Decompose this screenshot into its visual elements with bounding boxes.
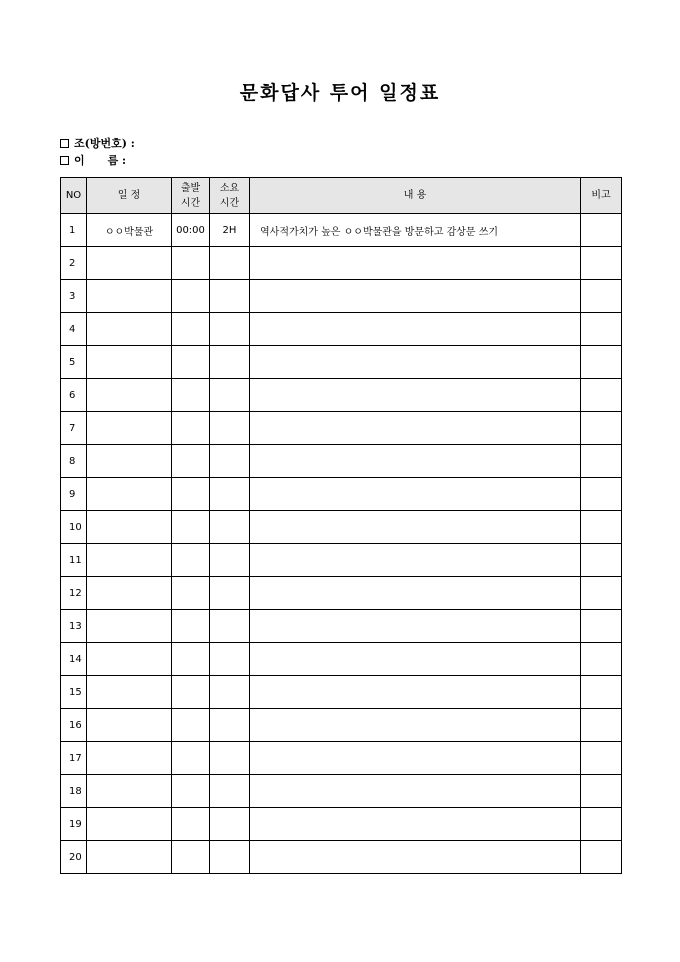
table-row (61, 544, 622, 577)
cell-schedule (87, 478, 172, 511)
table-row (61, 478, 622, 511)
cell-content (250, 577, 581, 610)
cell-no: 18 (61, 775, 87, 808)
cell-depart-time (172, 544, 210, 577)
table-row (61, 214, 622, 247)
table-row (61, 841, 622, 874)
cell-note (581, 511, 622, 544)
cell-content (250, 445, 581, 478)
cell-content (250, 412, 581, 445)
cell-content (250, 643, 581, 676)
table-row (61, 775, 622, 808)
table-row (61, 709, 622, 742)
cell-depart-time (172, 808, 210, 841)
cell-content (250, 511, 581, 544)
cell-note (581, 709, 622, 742)
cell-no: 9 (61, 478, 87, 511)
cell-schedule (87, 775, 172, 808)
cell-no: 4 (61, 313, 87, 346)
cell-content (250, 709, 581, 742)
cell-note (581, 643, 622, 676)
header-depart-time (172, 178, 210, 214)
cell-schedule (87, 445, 172, 478)
cell-schedule (87, 280, 172, 313)
cell-note (581, 280, 622, 313)
header-duration-line1: 소요 (219, 182, 240, 194)
cell-content (250, 346, 581, 379)
cell-no: 17 (61, 742, 87, 775)
table-row (61, 412, 622, 445)
cell-duration (210, 841, 250, 874)
cell-duration (210, 445, 250, 478)
cell-schedule (87, 808, 172, 841)
cell-content (250, 280, 581, 313)
name-field-label: 이 름 : (74, 154, 127, 167)
cell-no: 6 (61, 379, 87, 412)
cell-duration (210, 544, 250, 577)
cell-no: 19 (61, 808, 87, 841)
cell-content (250, 775, 581, 808)
cell-duration (210, 379, 250, 412)
cell-depart-time (172, 412, 210, 445)
cell-duration (210, 808, 250, 841)
cell-schedule (87, 676, 172, 709)
cell-content (250, 478, 581, 511)
cell-depart-time (172, 280, 210, 313)
cell-no: 3 (61, 280, 87, 313)
cell-schedule (87, 841, 172, 874)
cell-duration (210, 643, 250, 676)
cell-depart-time (172, 247, 210, 280)
cell-schedule (87, 610, 172, 643)
cell-depart-time (172, 445, 210, 478)
header-duration (210, 178, 250, 214)
cell-duration (210, 412, 250, 445)
cell-no: 1 (61, 214, 87, 247)
header-no: NO (61, 178, 87, 214)
table-row (61, 577, 622, 610)
cell-depart-time (172, 841, 210, 874)
cell-depart-time (172, 511, 210, 544)
cell-note (581, 412, 622, 445)
cell-note (581, 445, 622, 478)
cell-content (250, 379, 581, 412)
cell-depart-time (172, 577, 210, 610)
cell-duration: 2H (210, 214, 250, 247)
cell-depart-time: 00:00 (172, 214, 210, 247)
cell-content (250, 841, 581, 874)
table-row (61, 676, 622, 709)
cell-no: 12 (61, 577, 87, 610)
cell-note (581, 247, 622, 280)
cell-note (581, 214, 622, 247)
cell-schedule (87, 346, 172, 379)
cell-content (250, 544, 581, 577)
cell-content (250, 676, 581, 709)
table-row (61, 247, 622, 280)
cell-schedule (87, 412, 172, 445)
cell-note (581, 676, 622, 709)
cell-note (581, 478, 622, 511)
cell-duration (210, 247, 250, 280)
cell-depart-time (172, 676, 210, 709)
page-title: 문화답사 투어 일정표 (239, 82, 441, 104)
schedule-table (60, 177, 622, 874)
header-note: 비고 (581, 178, 622, 214)
cell-schedule (87, 643, 172, 676)
cell-duration (210, 511, 250, 544)
group-field-label: 조(방번호) : (74, 137, 135, 150)
cell-duration (210, 775, 250, 808)
cell-content (250, 313, 581, 346)
group-field (60, 135, 135, 151)
cell-schedule (87, 379, 172, 412)
cell-duration (210, 478, 250, 511)
cell-content (250, 742, 581, 775)
table-row (61, 313, 622, 346)
cell-duration (210, 709, 250, 742)
cell-no: 2 (61, 247, 87, 280)
cell-duration (210, 742, 250, 775)
cell-duration (210, 346, 250, 379)
table-row (61, 643, 622, 676)
cell-note (581, 610, 622, 643)
cell-note (581, 544, 622, 577)
cell-duration (210, 676, 250, 709)
cell-depart-time (172, 313, 210, 346)
cell-schedule: ㅇㅇ박물관 (87, 214, 172, 247)
cell-note (581, 775, 622, 808)
cell-note (581, 346, 622, 379)
table-row (61, 445, 622, 478)
cell-depart-time (172, 346, 210, 379)
cell-content (250, 808, 581, 841)
header-duration-line2: 시간 (219, 197, 240, 209)
cell-content (250, 610, 581, 643)
cell-no: 5 (61, 346, 87, 379)
table-row (61, 379, 622, 412)
table-row (61, 511, 622, 544)
cell-depart-time (172, 775, 210, 808)
table-header-row (61, 178, 622, 214)
cell-duration (210, 280, 250, 313)
cell-note (581, 379, 622, 412)
table-row (61, 610, 622, 643)
cell-depart-time (172, 379, 210, 412)
table-row (61, 346, 622, 379)
cell-note (581, 313, 622, 346)
cell-depart-time (172, 742, 210, 775)
cell-content (250, 247, 581, 280)
cell-note (581, 577, 622, 610)
cell-schedule (87, 247, 172, 280)
cell-content: 역사적가치가 높은 ㅇㅇ박물관을 방문하고 감상문 쓰기 (250, 214, 581, 247)
cell-schedule (87, 742, 172, 775)
cell-no: 14 (61, 643, 87, 676)
cell-schedule (87, 511, 172, 544)
cell-depart-time (172, 610, 210, 643)
cell-duration (210, 610, 250, 643)
header-content: 내 용 (250, 178, 581, 214)
name-field (60, 152, 126, 168)
cell-no: 15 (61, 676, 87, 709)
cell-schedule (87, 313, 172, 346)
cell-no: 16 (61, 709, 87, 742)
cell-no: 7 (61, 412, 87, 445)
cell-note (581, 742, 622, 775)
cell-duration (210, 577, 250, 610)
cell-no: 10 (61, 511, 87, 544)
cell-depart-time (172, 478, 210, 511)
table-row (61, 280, 622, 313)
cell-schedule (87, 577, 172, 610)
cell-duration (210, 313, 250, 346)
table-row (61, 742, 622, 775)
checkbox-square-icon (60, 156, 69, 165)
cell-note (581, 841, 622, 874)
checkbox-square-icon (60, 139, 69, 148)
cell-schedule (87, 544, 172, 577)
cell-no: 13 (61, 610, 87, 643)
cell-note (581, 808, 622, 841)
header-depart-line1: 출발 (180, 182, 201, 194)
cell-no: 20 (61, 841, 87, 874)
cell-no: 8 (61, 445, 87, 478)
cell-no: 11 (61, 544, 87, 577)
header-schedule: 일 정 (87, 178, 172, 214)
cell-depart-time (172, 709, 210, 742)
cell-schedule (87, 709, 172, 742)
table-row (61, 808, 622, 841)
cell-depart-time (172, 643, 210, 676)
header-depart-line2: 시간 (180, 197, 201, 209)
